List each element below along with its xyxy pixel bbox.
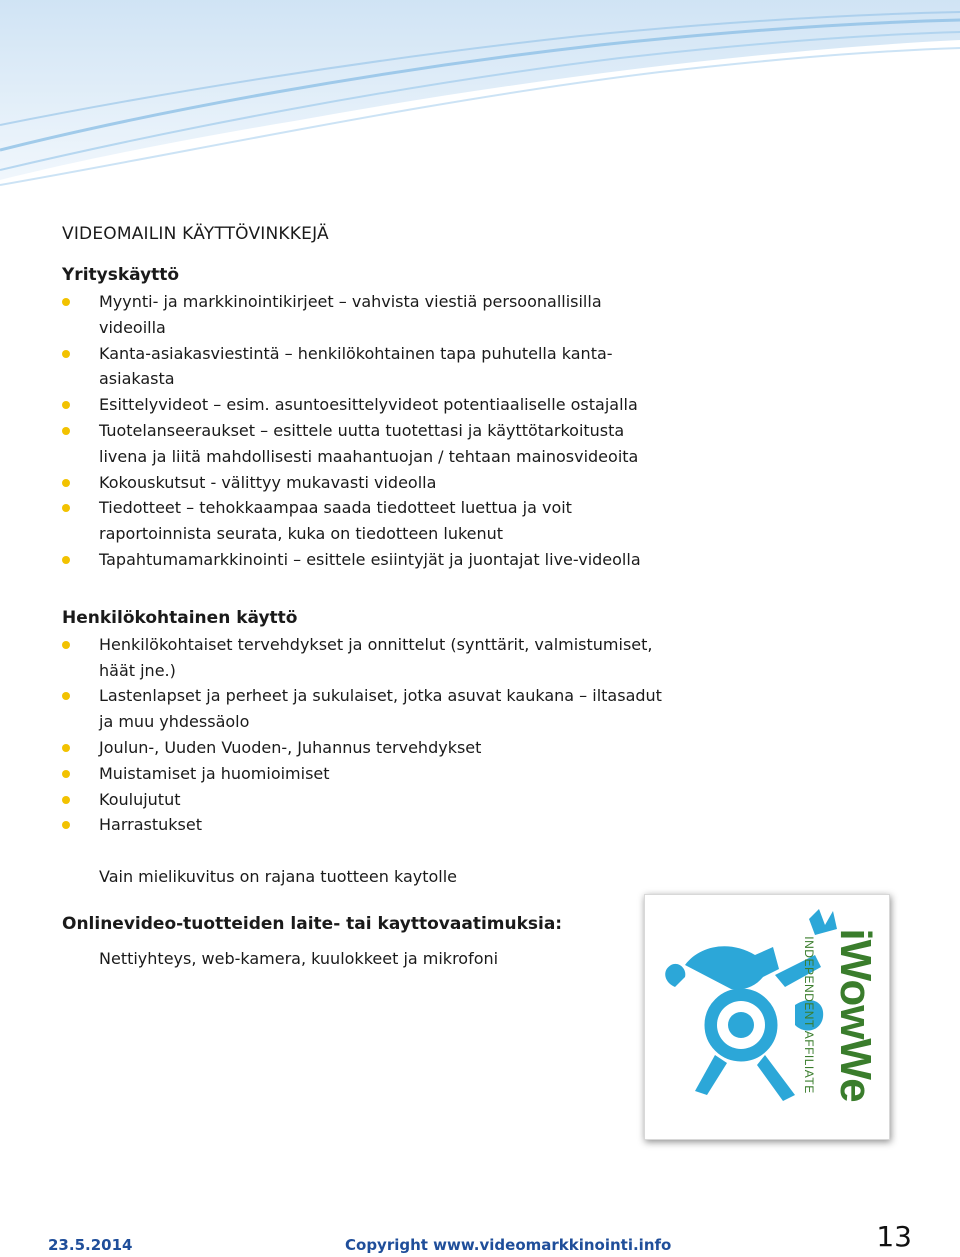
bullet-icon: [62, 350, 70, 358]
bullet-icon: [62, 556, 70, 564]
list-item: [62, 812, 662, 838]
bullet-icon: [62, 504, 70, 512]
list-item: [62, 470, 662, 496]
requirements-heading: Onlinevideo-tuotteiden laite- tai kayttovaatimuksia:: [62, 914, 563, 935]
bullet-icon: [62, 641, 70, 649]
business-use-list: [62, 289, 662, 573]
list-item: [62, 787, 662, 813]
logo-brand-text: iWowWe: [831, 928, 880, 1102]
iwowwe-logo-icon: [645, 895, 889, 1139]
bullet-icon: [62, 770, 70, 778]
bullet-icon: [62, 427, 70, 435]
bullet-icon: [62, 796, 70, 804]
imagination-note: Vain mielikuvitus on rajana tuotteen kaytolle: [99, 867, 458, 887]
bullet-icon: [62, 744, 70, 752]
list-item: [62, 289, 662, 341]
list-item: [62, 495, 662, 547]
list-item-text: Koulujutut: [99, 789, 181, 809]
section-heading-business: Yrityskäyttö: [62, 265, 180, 285]
document-title: VIDEOMAILIN KÄYTTÖVINKKEJÄ: [62, 224, 329, 244]
list-item-text: Henkilökohtaiset tervehdykset ja onnittelut (synttärit, valmistumiset, häät jne.): [99, 634, 653, 680]
section-heading-personal: Henkilökohtainen käyttö: [62, 607, 298, 628]
list-item: [62, 735, 662, 761]
list-item-text: Tapahtumamarkkinointi – esittele esiintyjät ja juontajat live-videolla: [99, 549, 641, 569]
requirements-text: Nettiyhteys, web-kamera, kuulokkeet ja mikrofoni: [99, 949, 499, 969]
list-item: [62, 392, 662, 418]
list-item-text: Esittelyvideot – esim. asuntoesittelyvideot potentiaaliselle ostajalla: [99, 395, 638, 415]
footer-date: 23.5.2014: [48, 1236, 133, 1254]
bullet-icon: [62, 821, 70, 829]
list-item-text: Joulun-, Uuden Vuoden-, Juhannus tervehdykset: [99, 737, 482, 757]
list-item-text: Tiedotteet – tehokkaampaa saada tiedotteet luettua ja voit raportoinnista seurata, kuka on tiedotteen lukenut: [99, 498, 572, 544]
list-item: [62, 547, 662, 573]
list-item: [62, 683, 662, 735]
list-item: [62, 418, 662, 470]
list-item-text: Tuotelanseeraukset – esittele uutta tuotettasi ja käyttötarkoitusta livena ja liitä mahdollisesti maahantuojan / tehtaan mainosvideoita: [99, 420, 639, 466]
list-item: [62, 341, 662, 393]
iwowwe-logo-card: [644, 894, 890, 1140]
footer-copyright: Copyright www.videomarkkinointi.info: [345, 1236, 672, 1254]
list-item-text: Kanta-asiakasviestintä – henkilökohtainen tapa puhutella kanta-asiakasta: [99, 343, 613, 389]
bullet-icon: [62, 479, 70, 487]
list-item-text: Lastenlapset ja perheet ja sukulaiset, jotka asuvat kaukana – iltasadut ja muu yhdessäolo: [99, 686, 662, 732]
page-number: 13: [876, 1220, 912, 1253]
bullet-icon: [62, 298, 70, 306]
page-content: [62, 224, 662, 972]
bullet-icon: [62, 401, 70, 409]
list-item-text: Kokouskutsut - välittyy mukavasti videolla: [99, 472, 437, 492]
bullet-icon: [62, 692, 70, 700]
list-item-text: Myynti- ja markkinointikirjeet – vahvista viestiä persoonallisilla videoilla: [99, 292, 602, 337]
list-item: [62, 761, 662, 787]
logo-tagline-text: INDEPENDENT AFFILIATE: [802, 936, 816, 1094]
header-wave-decoration: [0, 0, 960, 200]
list-item-text: Harrastukset: [99, 815, 202, 835]
list-item: [62, 632, 662, 684]
list-item-text: Muistamiset ja huomioimiset: [99, 763, 330, 783]
personal-use-list: [62, 632, 662, 838]
